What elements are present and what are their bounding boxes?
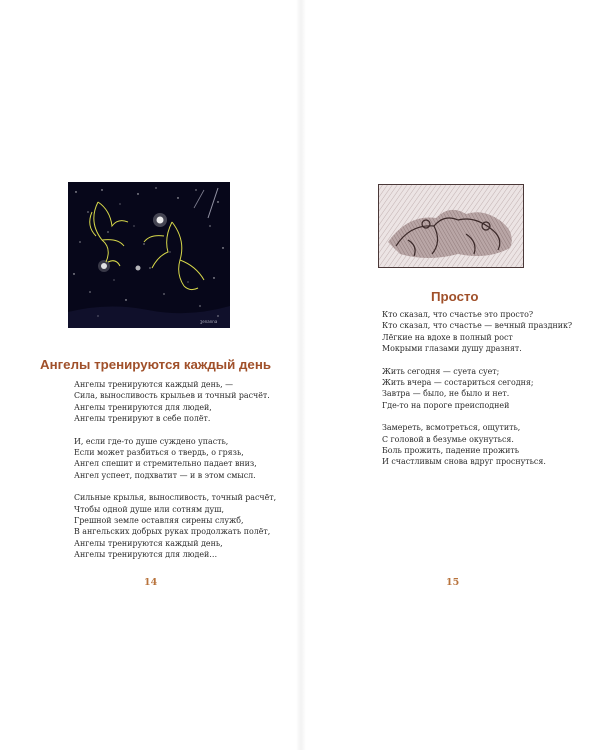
- stanza-break: [74, 425, 276, 436]
- poem-body-right: [382, 309, 572, 468]
- poem-line: Кто сказал, что счастье это просто?: [382, 310, 534, 319]
- svg-text:ʒenanna: ʒenanna: [200, 319, 218, 324]
- poem-line: Лёгкие на вдохе в полный рост: [382, 332, 513, 342]
- poem-line: Сила, выносливость крыльев и точный расчёт.: [74, 391, 270, 401]
- stanza-break: [382, 355, 572, 366]
- poem-line: Где-то на пороге преисподней: [382, 400, 510, 410]
- poem-line: Ангелы тренируются каждый день, —: [74, 380, 234, 389]
- poem-line: Если может разбиться о твердь, о грязь,: [74, 448, 244, 458]
- poem-line: Грешной земле оставляя сирены служб,: [74, 516, 244, 526]
- poem-line: Кто сказал, что счастье — вечный праздник?: [382, 321, 573, 331]
- page-number-left: 14: [144, 577, 158, 588]
- book-gutter: [296, 0, 306, 750]
- poem-line: Ангелы тренируются для людей,: [74, 402, 212, 412]
- poem-line: Боль прожить, падение прожить: [382, 446, 520, 456]
- stanza-break: [382, 411, 572, 422]
- page-number-right: 15: [446, 577, 460, 588]
- poem-line: Чтобы одной душе или сотням душ,: [74, 504, 224, 514]
- poem-title-left: Ангелы тренируются каждый день: [40, 357, 272, 372]
- poem-line: Ангел спешит и стремительно падает вниз,: [74, 459, 257, 469]
- poem-line: И, если где-то душе суждено упасть,: [74, 436, 229, 446]
- poem-line: В ангельских добрых руках продолжать полёт,: [74, 527, 271, 537]
- angels-night-sky-illustration: [68, 182, 230, 328]
- poem-line: Мокрыми глазами душу дразнят.: [382, 344, 522, 354]
- poem-line: Завтра — было, не было и нет.: [382, 389, 510, 399]
- poem-line: Ангелы тренируются для людей…: [74, 550, 218, 560]
- poem-title-right: Просто: [431, 289, 479, 304]
- engraved-figures-illustration: [378, 184, 524, 268]
- poem-line: И счастливым снова вдруг проснуться.: [382, 457, 546, 467]
- stanza-break: [74, 481, 276, 492]
- poem-line: Замереть, всмотреться, ощутить,: [382, 423, 521, 433]
- poem-line: Ангел успеет, подхватит — и в этом смысл.: [74, 470, 256, 480]
- poem-line: Ангелы тренируются каждый день,: [74, 538, 223, 548]
- poem-line: Жить сегодня — суета сует;: [382, 366, 500, 376]
- poem-line: Жить вчера — состариться сегодня;: [382, 378, 534, 388]
- poem-line: С головой в безумье окунуться.: [382, 434, 514, 444]
- poem-line: Ангелы тренируют в себе полёт.: [74, 414, 211, 424]
- poem-line: Сильные крылья, выносливость, точный расчёт,: [74, 493, 277, 503]
- poem-body-left: [74, 379, 276, 561]
